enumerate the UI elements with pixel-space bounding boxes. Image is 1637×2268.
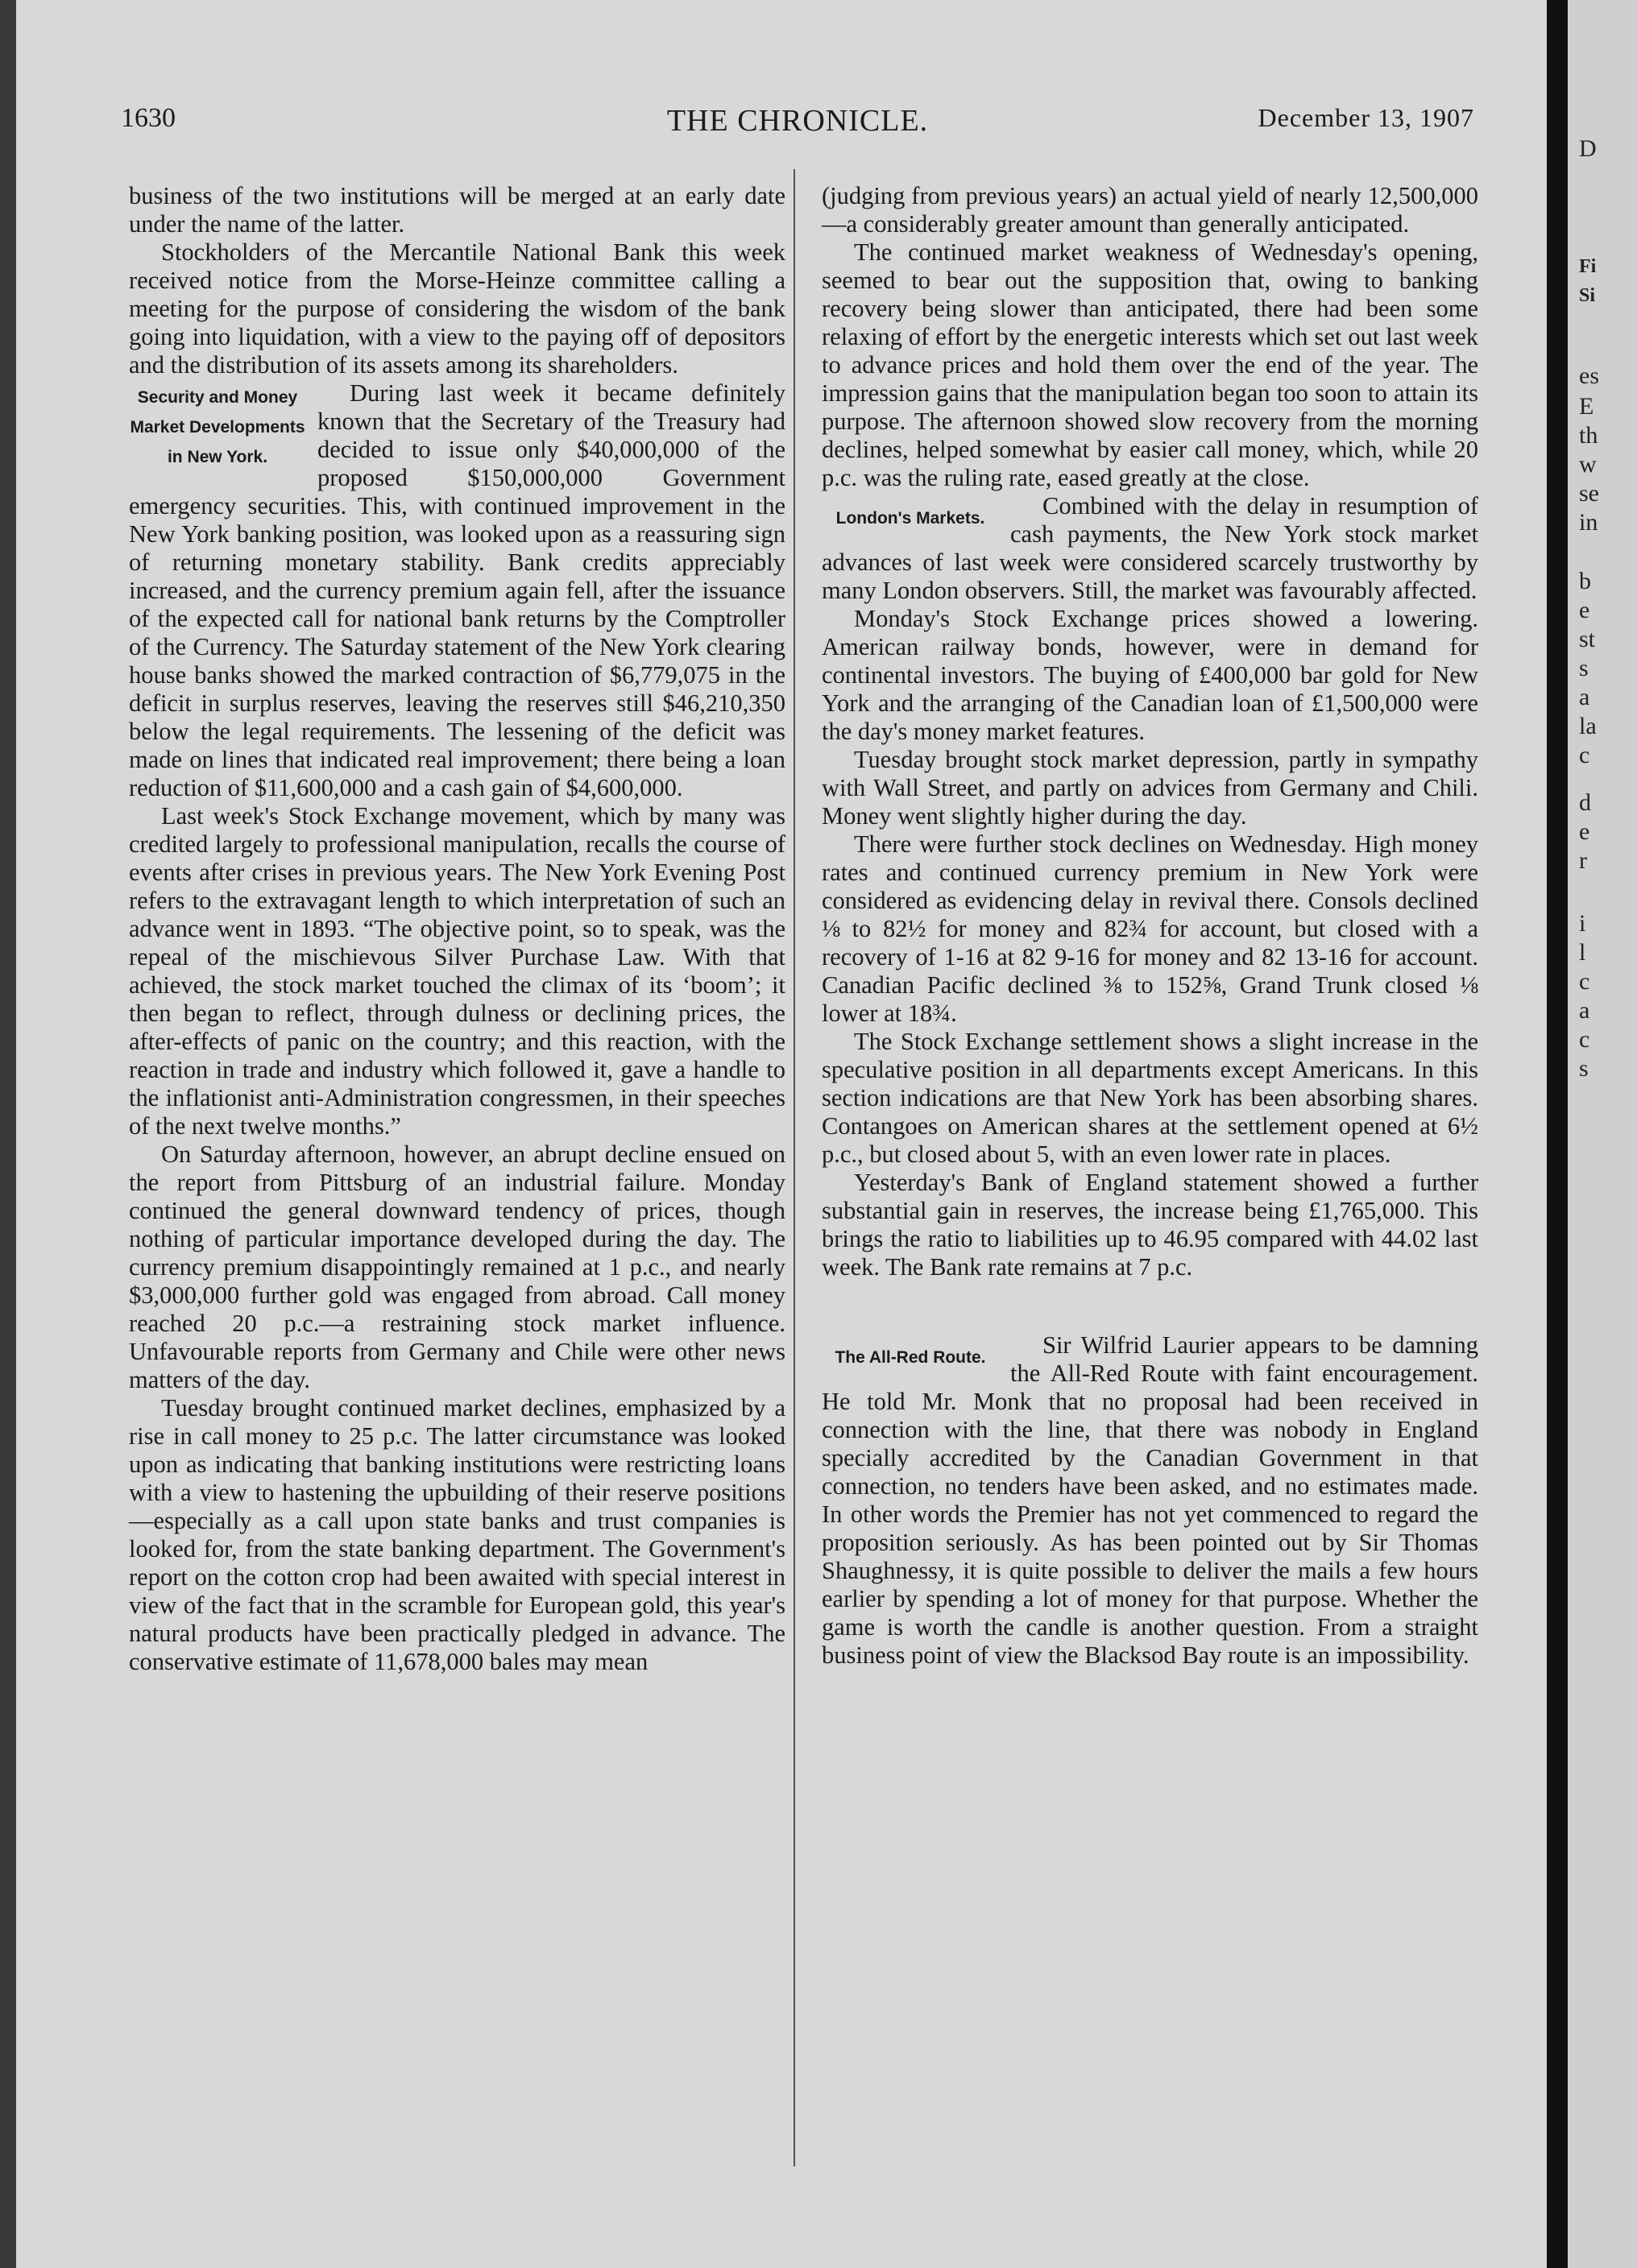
fragment-text: e — [1579, 597, 1590, 623]
paragraph: Last week's Stock Exchange movement, which by many was credited largely to professional manipulation, recalls the course of events after crises in previous years. The New York Evening Post refers to the extravagant length to which interpretation of such an advance went in 1893. “The objective point, so to speak, was the repeal of the mischievous Silver Purchase Law. With that achieved, the stock market touched the climax of its ‘boom’; it then began to reflect, through dulness or declining prices, the after-effects of panic on the country; and this reaction, with the reaction in trade and industry which followed it, gave a handle to the inflationist anti-Administration congressmen, in their speeches of the next twelve months.” — [129, 802, 785, 1140]
fragment-text: st — [1579, 626, 1596, 652]
fragment-text: s — [1579, 1055, 1589, 1082]
newspaper-page — [16, 0, 1547, 2268]
section-gap — [822, 1281, 1478, 1331]
fragment-text: la — [1579, 713, 1597, 739]
publication-title: THE CHRONICLE. — [666, 104, 929, 138]
book-spine — [1547, 0, 1568, 2268]
fragment-text: in — [1579, 509, 1598, 536]
paragraph: business of the two institutions will be merged at an early date under the name of the latter. — [129, 182, 785, 238]
paragraph: The Stock Exchange settlement shows a slight increase in the speculative position in all departments except Americans. In this section indications are that New York has been absorbing shares. Contangoes on American shares at the settlement opened at 6½ p.c., but closed about 5, with an even lower rate in places. — [822, 1028, 1478, 1168]
paragraph: On Saturday afternoon, however, an abrupt decline ensued on the report from Pittsburg of an industrial failure. Monday continued the general downward tendency of prices, though nothing of particular importance developed during the day. The currency premium disappointingly remained at 1 p.c., and nearly $3,000,000 further gold was engaged from abroad. Call money reached 20 p.c.—a restraining stock market influence. Unfavourable reports from Germany and Chile were other news matters of the day. — [129, 1140, 785, 1393]
fragment-text: w — [1579, 451, 1597, 478]
adjacent-page-edge — [1568, 0, 1637, 2268]
paragraph: Monday's Stock Exchange prices showed a lowering. American railway bonds, however, were in demand for continental investors. The buying of £400,000 bar gold for New York and the arranging of the Canadian loan of £1,500,000 were the day's money market features. — [822, 605, 1478, 745]
issue-date: December 13, 1907 — [1258, 103, 1474, 132]
paragraph: Sir Wilfrid Laurier appears to be damning the All-Red Route with faint encouragement. He told Mr. Monk that no proposal had been received in connection with the line, that there was nobody in England specially accredited by the Canadian Government in that connection, no tenders have been asked, and no estimates made. In other words the Premier has not yet commenced to regard the proposition seriously. As has been pointed out by Sir Thomas Shaughnessy, it is quite possible to deliver the mails a few hours earlier by spending a lot of money for that purpose. Whether the game is worth the candle is another question. From a straight business point of view the Blacksod Bay route is an impossibility. — [822, 1331, 1478, 1669]
fragment-text: Fi — [1579, 256, 1597, 277]
column-divider — [794, 169, 795, 2167]
fragment-text: a — [1579, 997, 1590, 1024]
fragment-text: e — [1579, 818, 1590, 845]
fragment-text: c — [1579, 742, 1590, 768]
paragraph: The continued market weakness of Wednesday's opening, seemed to bear out the supposition that, owing to banking recovery being slower than anticipated, there had been some relaxing of effort by the energetic interests which set out last week to advance prices and hold them over the end of the year. The impression gains that the manipulation began too soon to attain its purpose. The afternoon showed slow recovery from the morning declines, helped somewhat by easier call money, which, while 20 p.c. was the ruling rate, eased greatly at the close. — [822, 238, 1478, 491]
page-header — [121, 103, 1474, 143]
fragment-text: i — [1579, 910, 1586, 937]
fragment-text: a — [1579, 684, 1590, 710]
fragment-text: r — [1579, 847, 1587, 874]
paragraph: Tuesday brought continued market declines, emphasized by a rise in call money to 25 p.c. The latter circumstance was looked upon as indicating that banking institutions were restricting loans with a view to hastening the upbuilding of their reserve positions—especially as a call upon state banks and trust companies is looked for, from the state banking department. The Government's report on the cotton crop had been awaited with special interest in view of the fact that in the scramble for European gold, this year's natural products have been practically pledged in advance. The conservative estimate of 11,678,000 bales may mean — [129, 1394, 785, 1675]
fragment-text: b — [1579, 568, 1591, 594]
fragment-text: s — [1579, 655, 1589, 681]
fragment-text: E — [1579, 393, 1594, 420]
fragment-text: se — [1579, 480, 1599, 507]
paragraph: Yesterday's Bank of England statement showed a further substantial gain in reserves, the increase being £1,765,000. This brings the ratio to liabilities up to 46.95 compared with 44.02 last week. The Bank rate remains at 7 p.c. — [822, 1169, 1478, 1281]
fragment-text: Si — [1579, 285, 1596, 306]
paragraph: (judging from previous years) an actual yield of nearly 12,500,000—a considerably greater amount than generally anticipated. — [822, 182, 1478, 238]
fragment-text: th — [1579, 422, 1598, 449]
right-column — [822, 182, 1478, 1670]
fragment-text: D — [1579, 135, 1597, 162]
left-column — [129, 182, 785, 1676]
fragment-text: l — [1579, 939, 1586, 966]
fragment-text: c — [1579, 1026, 1590, 1053]
side-heading-all-red-route: The All-Red Route. — [835, 1348, 986, 1367]
fragment-text: es — [1579, 362, 1599, 389]
paragraph: Tuesday brought stock market depression, partly in sympathy with Wall Street, and partly on advices from Germany and Chili. Money went slightly higher during the day. — [822, 746, 1478, 830]
paragraph: Stockholders of the Mercantile National Bank this week received notice from the Morse-Heinze committee calling a meeting for the purpose of considering the wisdom of the bank going into liquidation, with a view to the paying off of depositors and the distribution of its assets among its shareholders. — [129, 238, 785, 379]
paragraph: During last week it became definitely known that the Secretary of the Treasury had decided to issue only $40,000,000 of the proposed $150,000,000 Government emergency securities. This, with continued improvement in the New York banking position, was looked upon as a reassuring sign of returning monetary stability. Bank credits appreciably increased, and the currency premium again fell, after the issuance of the expected call for national bank returns by the Comptroller of the Currency. The Saturday statement of the New York clearing house banks showed the marked contraction of $6,779,075 in the deficit in surplus reserves, leaving the reserves still $46,210,350 below the legal requirements. The lessening of the deficit was made on lines that indicated real improvement; there being a loan reduction of $11,600,000 and a cash gain of $4,600,000. — [129, 379, 785, 801]
fragment-text: c — [1579, 968, 1590, 995]
paragraph: There were further stock declines on Wednesday. High money rates and continued currency premium in New York were considered as evidencing delay in revival there. Consols declined ⅛ to 82½ for money and 82¾ for account, but closed with a recovery of 1-16 at 82 9-16 for money and 82 13-16 for account. Canadian Pacific declined ⅜ to 152⅝, Grand Trunk closed ⅛ lower at 18¾. — [822, 830, 1478, 1027]
side-heading-security: Security and Money Market Developments in New York. — [130, 388, 305, 466]
side-heading-london: London's Markets. — [835, 509, 985, 528]
page-number: 1630 — [121, 103, 176, 133]
fragment-text: d — [1579, 789, 1591, 816]
paragraph: Combined with the delay in resumption of cash payments, the New York stock market advances of last week were considered scarcely trustworthy by many London observers. Still, the market was favourably affected. — [822, 492, 1478, 604]
